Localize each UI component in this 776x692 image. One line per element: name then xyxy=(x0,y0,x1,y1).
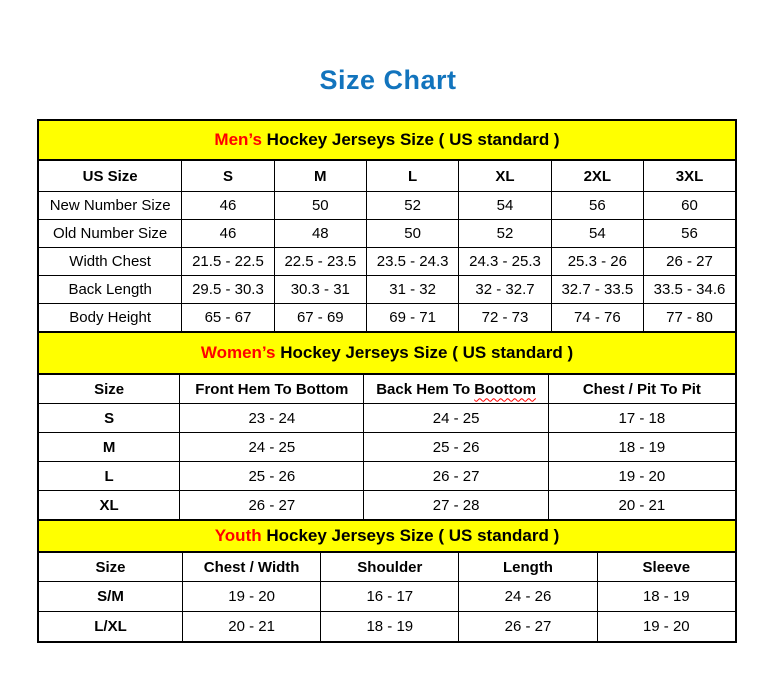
size-value-cell: 30.3 - 31 xyxy=(274,276,366,304)
size-value-cell: 19 - 20 xyxy=(548,462,736,491)
column-header: Size xyxy=(38,374,180,404)
size-value-cell: 32.7 - 33.5 xyxy=(551,276,643,304)
size-value-cell: 18 - 19 xyxy=(548,433,736,462)
row-label: Back Length xyxy=(38,276,182,304)
size-value-cell: 31 - 32 xyxy=(366,276,458,304)
column-header: Front Hem To Bottom xyxy=(180,374,364,404)
size-value-cell: 48 xyxy=(274,220,366,248)
youth-size-table xyxy=(37,519,737,643)
size-value-cell: 46 xyxy=(182,220,274,248)
mens-section-highlight: Men’s xyxy=(214,130,262,149)
size-value-cell: 18 - 19 xyxy=(597,582,736,612)
column-header xyxy=(364,374,548,404)
column-header: Shoulder xyxy=(321,552,459,582)
row-label: XL xyxy=(38,491,180,521)
size-value-cell: 69 - 71 xyxy=(366,304,458,333)
size-value-cell: 18 - 19 xyxy=(321,612,459,643)
size-value-cell: 17 - 18 xyxy=(548,404,736,433)
size-value-cell: 52 xyxy=(366,192,458,220)
column-header: M xyxy=(274,160,366,192)
page-title: Size Chart xyxy=(319,65,457,95)
size-value-cell: 20 - 21 xyxy=(182,612,320,643)
size-value-cell: 65 - 67 xyxy=(182,304,274,333)
size-value-cell: 27 - 28 xyxy=(364,491,548,521)
row-label: New Number Size xyxy=(38,192,182,220)
size-value-cell: 23 - 24 xyxy=(180,404,364,433)
misspelled-word: Boottom xyxy=(474,380,536,398)
row-label: L/XL xyxy=(38,612,182,643)
size-value-cell: 29.5 - 30.3 xyxy=(182,276,274,304)
size-value-cell: 52 xyxy=(459,220,551,248)
row-label: M xyxy=(38,433,180,462)
youth-section-header xyxy=(38,520,736,552)
mens-section-title-text: Hockey Jerseys Size ( US standard ) xyxy=(261,130,560,149)
row-label: Old Number Size xyxy=(38,220,182,248)
size-value-cell: 72 - 73 xyxy=(459,304,551,333)
row-label: S/M xyxy=(38,582,182,612)
womens-section-title-text: Hockey Jerseys Size ( US standard ) xyxy=(275,343,574,362)
size-value-cell: 19 - 20 xyxy=(182,582,320,612)
size-value-cell: 25.3 - 26 xyxy=(551,248,643,276)
column-header: Sleeve xyxy=(597,552,736,582)
column-header: Chest / Width xyxy=(182,552,320,582)
womens-section-header xyxy=(38,332,736,374)
youth-section-title-text: Hockey Jerseys Size ( US standard ) xyxy=(261,526,560,545)
size-value-cell: 20 - 21 xyxy=(548,491,736,521)
size-value-cell: 25 - 26 xyxy=(180,462,364,491)
size-value-cell: 23.5 - 24.3 xyxy=(366,248,458,276)
size-value-cell: 24 - 25 xyxy=(180,433,364,462)
youth-section-highlight: Youth xyxy=(214,526,262,545)
row-label: L xyxy=(38,462,180,491)
size-value-cell: 54 xyxy=(551,220,643,248)
size-value-cell: 74 - 76 xyxy=(551,304,643,333)
column-header: S xyxy=(182,160,274,192)
size-value-cell: 77 - 80 xyxy=(644,304,737,333)
column-header: US Size xyxy=(38,160,182,192)
table-row xyxy=(38,582,736,612)
size-value-cell: 33.5 - 34.6 xyxy=(644,276,737,304)
column-header: 2XL xyxy=(551,160,643,192)
size-value-cell: 25 - 26 xyxy=(364,433,548,462)
table-row xyxy=(38,433,736,462)
size-value-cell: 16 - 17 xyxy=(321,582,459,612)
womens-size-table xyxy=(37,331,737,521)
size-value-cell: 56 xyxy=(644,220,737,248)
row-label: Width Chest xyxy=(38,248,182,276)
size-value-cell: 24 - 26 xyxy=(459,582,597,612)
table-row xyxy=(38,404,736,433)
table-row xyxy=(38,304,736,333)
size-value-cell: 46 xyxy=(182,192,274,220)
size-value-cell: 50 xyxy=(366,220,458,248)
column-header: Chest / Pit To Pit xyxy=(548,374,736,404)
mens-size-table xyxy=(37,119,737,333)
table-row xyxy=(38,462,736,491)
row-label: Body Height xyxy=(38,304,182,333)
table-row xyxy=(38,276,736,304)
size-value-cell: 21.5 - 22.5 xyxy=(182,248,274,276)
size-value-cell: 22.5 - 23.5 xyxy=(274,248,366,276)
column-header: Size xyxy=(38,552,182,582)
size-value-cell: 50 xyxy=(274,192,366,220)
size-value-cell: 54 xyxy=(459,192,551,220)
size-value-cell: 67 - 69 xyxy=(274,304,366,333)
table-row xyxy=(38,491,736,521)
size-value-cell: 26 - 27 xyxy=(644,248,737,276)
column-header: XL xyxy=(459,160,551,192)
column-header: 3XL xyxy=(644,160,737,192)
table-row xyxy=(38,612,736,643)
size-value-cell: 19 - 20 xyxy=(597,612,736,643)
table-row xyxy=(38,248,736,276)
size-value-cell: 26 - 27 xyxy=(459,612,597,643)
column-header-text: Back Hem To xyxy=(376,380,475,398)
column-header: Length xyxy=(459,552,597,582)
row-label: S xyxy=(38,404,180,433)
size-value-cell: 56 xyxy=(551,192,643,220)
womens-section-highlight: Women’s xyxy=(200,343,276,362)
size-value-cell: 60 xyxy=(644,192,737,220)
table-row xyxy=(38,192,736,220)
column-header: L xyxy=(366,160,458,192)
size-value-cell: 26 - 27 xyxy=(180,491,364,521)
table-row xyxy=(38,220,736,248)
size-value-cell: 32 - 32.7 xyxy=(459,276,551,304)
size-value-cell: 26 - 27 xyxy=(364,462,548,491)
size-value-cell: 24.3 - 25.3 xyxy=(459,248,551,276)
size-value-cell: 24 - 25 xyxy=(364,404,548,433)
mens-section-header xyxy=(38,120,736,160)
